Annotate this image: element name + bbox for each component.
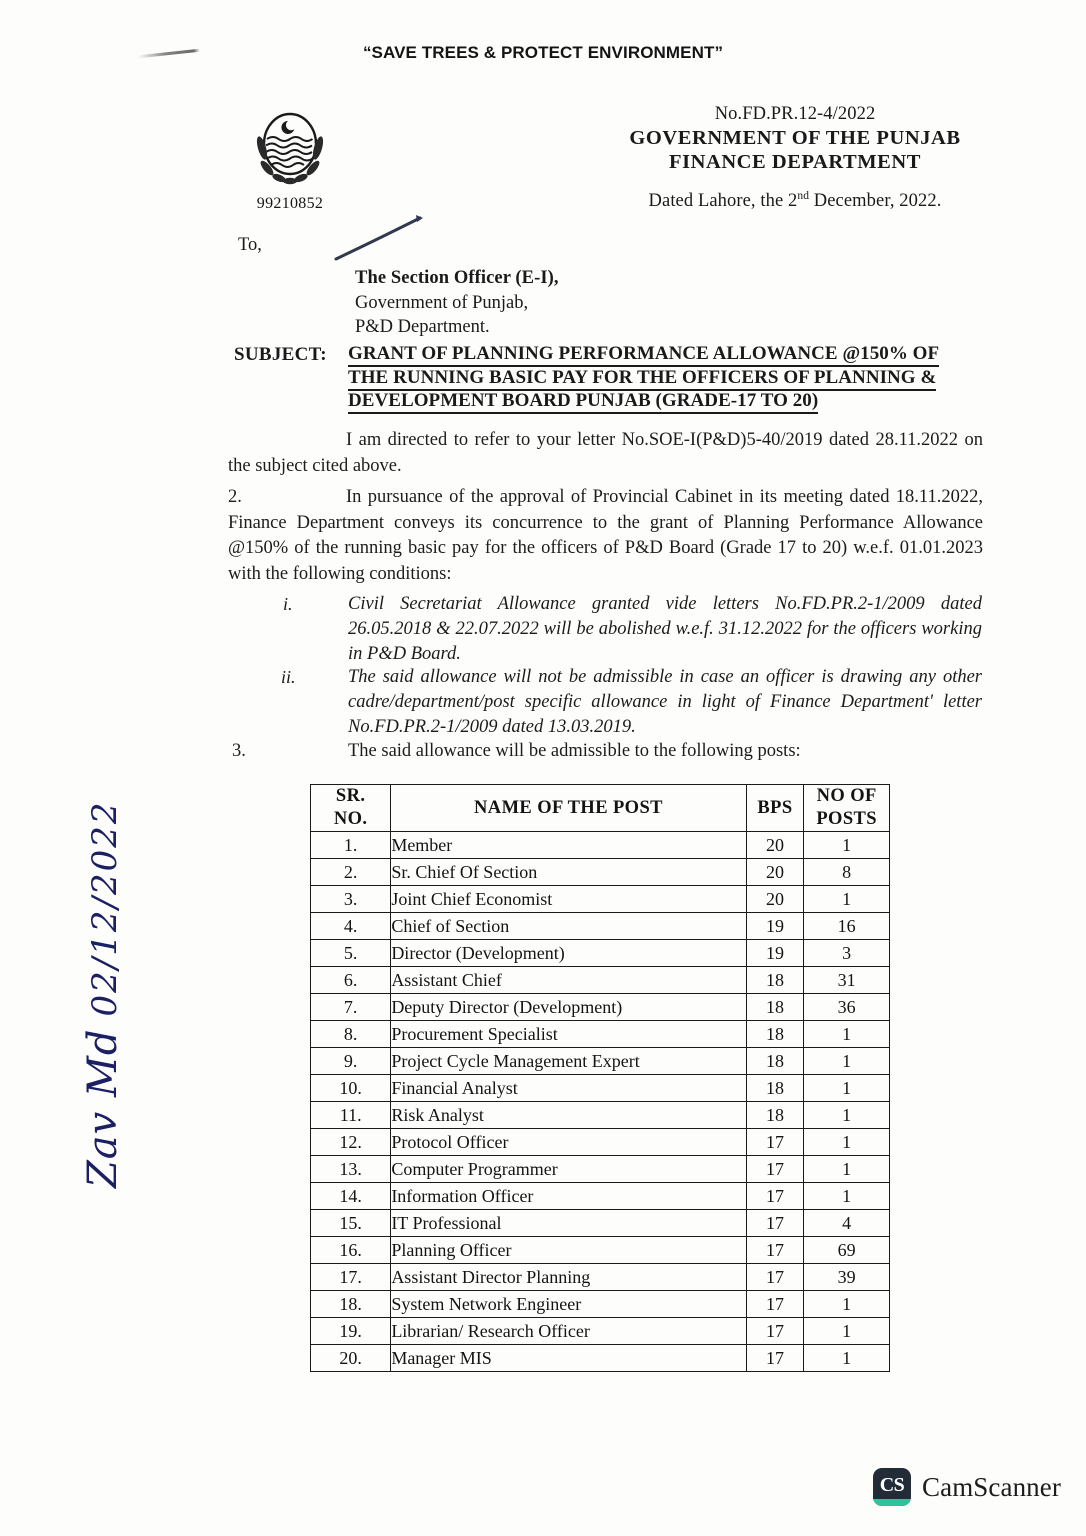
cell-bps: 17: [746, 1210, 804, 1237]
punjab-emblem-block: [244, 108, 336, 213]
camscanner-watermark: [873, 1468, 1061, 1506]
cell-post: Computer Programmer: [391, 1156, 746, 1183]
cell-posts: 1: [804, 832, 890, 859]
date-prefix: Dated Lahore, the 2: [648, 191, 798, 212]
table-row: [311, 832, 890, 859]
condition-1-number: i.: [283, 594, 293, 614]
cell-bps: 18: [746, 1102, 804, 1129]
cell-bps: 17: [746, 1129, 804, 1156]
cell-sr-no: 4.: [311, 913, 391, 940]
cell-post: Deputy Director (Development): [391, 994, 746, 1021]
cell-sr-no: 7.: [311, 994, 391, 1021]
cell-bps: 18: [746, 967, 804, 994]
cell-sr-no: 2.: [311, 859, 391, 886]
paragraph-1: I am directed to refer to your letter No.SOE-I(P&D)5-40/2019 dated 28.11.2022 on the subject cited above.: [228, 430, 983, 476]
table-row: [311, 967, 890, 994]
table-header-row: [311, 785, 890, 832]
cell-bps: 17: [746, 1345, 804, 1372]
table-row: [311, 1156, 890, 1183]
table-row: [311, 1129, 890, 1156]
table-row: [311, 1075, 890, 1102]
cell-post: Chief of Section: [391, 913, 746, 940]
cell-bps: 17: [746, 1183, 804, 1210]
camscanner-logo-icon: [873, 1468, 911, 1506]
table-row: [311, 1345, 890, 1372]
cell-posts: 1: [804, 1183, 890, 1210]
cell-posts: 1: [804, 1129, 890, 1156]
cell-bps: 18: [746, 1048, 804, 1075]
paragraph-2-number: 2.: [228, 487, 242, 507]
column-header-sr-no: [311, 785, 391, 832]
cell-posts: 4: [804, 1210, 890, 1237]
condition-2-text: The said allowance will not be admissible in case an officer is drawing any other cadre/department/post specific allowance in light of Finance Department' letter No.FD.PR.2-1/2009 dated 13.03.2019.: [348, 667, 982, 737]
cell-post: Librarian/ Research Officer: [391, 1318, 746, 1345]
table-row: [311, 1237, 890, 1264]
page-slogan: “SAVE TREES & PROTECT ENVIRONMENT”: [362, 43, 724, 62]
cell-sr-no: 12.: [311, 1129, 391, 1156]
cell-sr-no: 8.: [311, 1021, 391, 1048]
table-row: [311, 1021, 890, 1048]
eligible-posts-table: [310, 784, 890, 1372]
cell-bps: 17: [746, 1291, 804, 1318]
cell-bps: 19: [746, 940, 804, 967]
cell-sr-no: 17.: [311, 1264, 391, 1291]
punjab-emblem-icon: [252, 108, 328, 194]
cell-posts: 3: [804, 940, 890, 967]
subject-text: [348, 342, 984, 413]
cell-post: Assistant Chief: [391, 967, 746, 994]
cell-post: Information Officer: [391, 1183, 746, 1210]
subject-line-1: GRANT OF PLANNING PERFORMANCE ALLOWANCE @150% OF: [348, 343, 939, 367]
table-row: [311, 940, 890, 967]
cell-posts: 1: [804, 1048, 890, 1075]
cell-posts: 36: [804, 994, 890, 1021]
cell-sr-no: 18.: [311, 1291, 391, 1318]
table-row: [311, 1102, 890, 1129]
cell-post: Risk Analyst: [391, 1102, 746, 1129]
cell-post: Joint Chief Economist: [391, 886, 746, 913]
paragraph-3: The said allowance will be admissible to the following posts:: [348, 741, 801, 761]
table-row: [311, 859, 890, 886]
cell-bps: 20: [746, 886, 804, 913]
date-suffix: December, 2022.: [809, 191, 942, 212]
cell-post: IT Professional: [391, 1210, 746, 1237]
condition-1-text: Civil Secretariat Allowance granted vide letters No.FD.PR.2-1/2009 dated 26.05.2018 & 22.07.2022 will be abolished w.e.f. 31.12.2022 for the officers working in P&D Board.: [348, 594, 982, 664]
camscanner-badge-text: CS: [879, 1474, 905, 1496]
condition-2-number: ii.: [281, 667, 296, 687]
sr-header-line-2: NO.: [333, 809, 368, 829]
cell-sr-no: 10.: [311, 1075, 391, 1102]
camscanner-label: CamScanner: [922, 1471, 1061, 1502]
to-label: To,: [238, 235, 262, 255]
cell-post: Planning Officer: [391, 1237, 746, 1264]
cell-bps: 18: [746, 994, 804, 1021]
date-ordinal-suffix: nd: [797, 190, 810, 202]
camscanner-badge-strip: [873, 1499, 911, 1506]
cell-post: Manager MIS: [391, 1345, 746, 1372]
sr-header-line-1: SR.: [335, 786, 366, 806]
handwritten-date: 02/12/2022: [85, 800, 125, 1017]
table-row: [311, 886, 890, 913]
cell-bps: 18: [746, 1021, 804, 1048]
cell-post: Assistant Director Planning: [391, 1264, 746, 1291]
subject-line-2: THE RUNNING BASIC PAY FOR THE OFFICERS OF PLANNING &: [348, 367, 936, 391]
cell-sr-no: 20.: [311, 1345, 391, 1372]
cell-sr-no: 15.: [311, 1210, 391, 1237]
cell-posts: 1: [804, 1021, 890, 1048]
column-header-post-name: NAME OF THE POST: [391, 785, 746, 832]
cell-posts: 1: [804, 1156, 890, 1183]
cell-post: System Network Engineer: [391, 1291, 746, 1318]
cell-bps: 18: [746, 1075, 804, 1102]
cell-bps: 17: [746, 1318, 804, 1345]
subject-label: SUBJECT:: [234, 344, 327, 365]
table-body: [311, 832, 890, 1372]
cell-post: Project Cycle Management Expert: [391, 1048, 746, 1075]
table-row: [311, 994, 890, 1021]
table-row: [311, 1183, 890, 1210]
cell-sr-no: 14.: [311, 1183, 391, 1210]
cell-sr-no: 3.: [311, 886, 391, 913]
cell-post: Protocol Officer: [391, 1129, 746, 1156]
cell-sr-no: 9.: [311, 1048, 391, 1075]
recipient-address: [355, 266, 559, 340]
cell-post: Financial Analyst: [391, 1075, 746, 1102]
reference-number: No.FD.PR.12-4/2022: [714, 104, 876, 124]
table-row: [311, 1210, 890, 1237]
cell-sr-no: 16.: [311, 1237, 391, 1264]
emblem-reference-number: 99210852: [256, 195, 324, 212]
cell-posts: 69: [804, 1237, 890, 1264]
cell-bps: 17: [746, 1237, 804, 1264]
cell-posts: 31: [804, 967, 890, 994]
cell-sr-no: 19.: [311, 1318, 391, 1345]
cell-posts: 1: [804, 1075, 890, 1102]
no-header-line-2: POSTS: [816, 809, 877, 829]
recipient-line-2: Government of Punjab,: [355, 292, 529, 313]
cell-bps: 20: [746, 859, 804, 886]
department-title: FINANCE DEPARTMENT: [669, 151, 921, 173]
recipient-line-3: P&D Department.: [355, 317, 490, 337]
cell-sr-no: 11.: [311, 1102, 391, 1129]
cell-post: Director (Development): [391, 940, 746, 967]
paragraph-2: In pursuance of the approval of Provincial Cabinet in its meeting dated 18.11.2022, Finance Department conveys its concurrence to the grant of Planning Performance Allowance @150% of the running basic pay for the officers of P&D Board (Grade 17 to 20) w.e.f. 01.01.2023 with the following conditions:: [228, 487, 983, 584]
document-header: [560, 104, 1030, 212]
table-row: [311, 1264, 890, 1291]
document-date: [560, 190, 1030, 212]
cell-posts: 1: [804, 1291, 890, 1318]
cell-posts: 1: [804, 1345, 890, 1372]
cell-bps: 20: [746, 832, 804, 859]
cell-posts: 1: [804, 1102, 890, 1129]
cell-bps: 17: [746, 1264, 804, 1291]
cell-posts: 1: [804, 886, 890, 913]
cell-bps: 17: [746, 1156, 804, 1183]
paragraph-3-number: 3.: [232, 741, 246, 761]
table-row: [311, 1291, 890, 1318]
government-title: GOVERNMENT OF THE PUNJAB: [629, 127, 961, 149]
cell-sr-no: 6.: [311, 967, 391, 994]
handwritten-margin-note: [80, 800, 126, 1188]
table-row: [311, 1318, 890, 1345]
table-row: [311, 913, 890, 940]
cell-posts: 1: [804, 1318, 890, 1345]
cell-bps: 19: [746, 913, 804, 940]
cell-post: Sr. Chief Of Section: [391, 859, 746, 886]
handwritten-signature: Zav Md: [80, 1028, 126, 1188]
column-header-no-of-posts: [804, 785, 890, 832]
recipient-line-1: The Section Officer (E-I),: [355, 268, 559, 288]
cell-sr-no: 13.: [311, 1156, 391, 1183]
cell-posts: 39: [804, 1264, 890, 1291]
cell-posts: 8: [804, 859, 890, 886]
subject-line-3: DEVELOPMENT BOARD PUNJAB (GRADE-17 TO 20): [348, 390, 818, 414]
cell-sr-no: 5.: [311, 940, 391, 967]
handwritten-pen-stroke: [330, 205, 430, 265]
cell-post: Member: [391, 832, 746, 859]
cell-sr-no: 1.: [311, 832, 391, 859]
table-row: [311, 1048, 890, 1075]
no-header-line-1: NO OF: [816, 786, 877, 806]
cell-posts: 16: [804, 913, 890, 940]
column-header-bps: BPS: [746, 785, 804, 832]
cell-post: Procurement Specialist: [391, 1021, 746, 1048]
